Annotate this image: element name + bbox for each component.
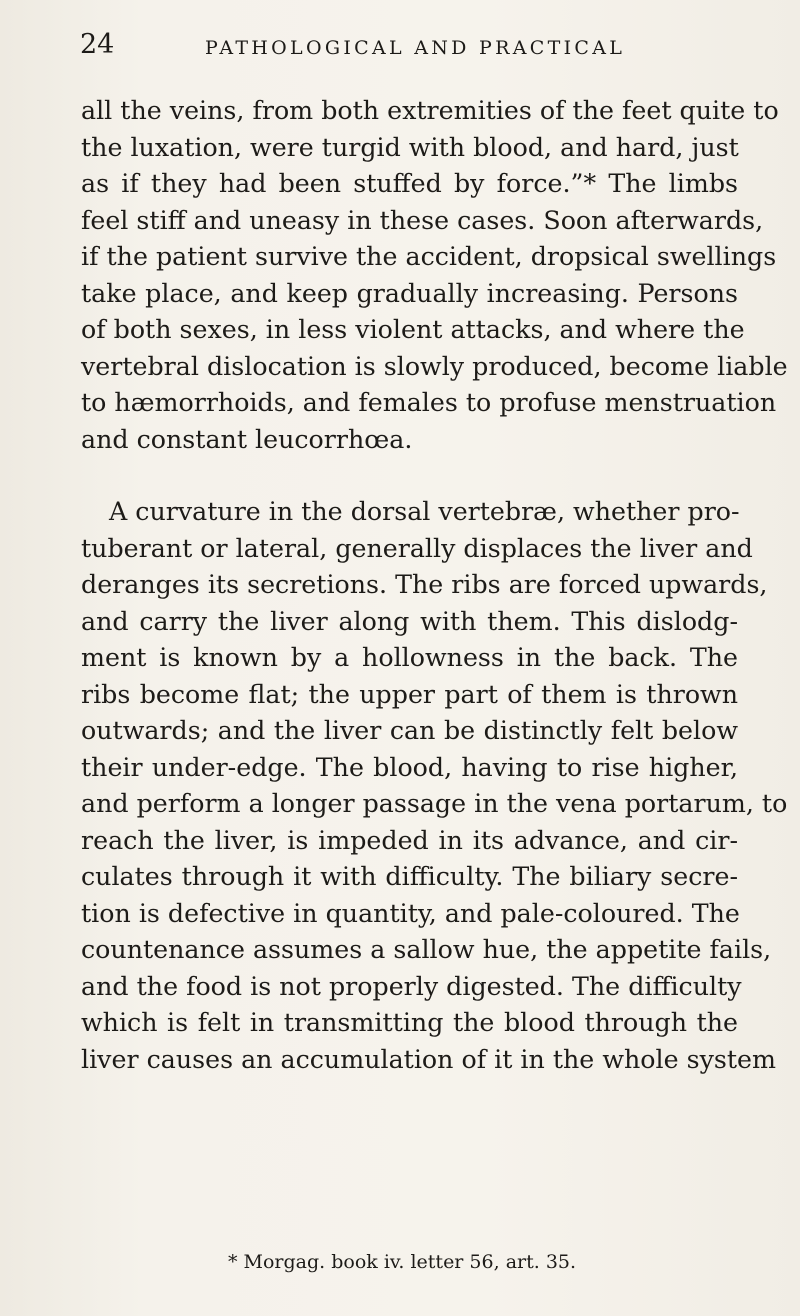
text-line: deranges its secretions. The ribs are forced upwards, bbox=[81, 570, 768, 599]
text-line: A curvature in the dorsal vertebræ, whether pro- bbox=[109, 497, 740, 526]
text-line: liver causes an accumulation of it in the whole system bbox=[81, 1044, 776, 1074]
running-head: PATHOLOGICAL AND PRACTICAL bbox=[205, 37, 626, 59]
page-header bbox=[80, 30, 760, 64]
text-line: all the veins, from both extremities of the feet quite to bbox=[81, 96, 779, 125]
text-line: feel stiff and uneasy in these cases. Soon afterwards, bbox=[81, 205, 764, 235]
text-line: take place, and keep gradually increasing. Persons bbox=[81, 278, 738, 308]
footnote: * Morgag. book iv. letter 56, art. 35. bbox=[228, 1251, 577, 1273]
text-line: countenance assumes a sallow hue, the appetite fails, bbox=[81, 935, 772, 964]
text-line: and carry the liver along with them. This dislodg- bbox=[81, 606, 738, 636]
text-line: their under-edge. The blood, having to rise higher, bbox=[81, 752, 738, 782]
text-line: the luxation, were turgid with blood, and hard, just bbox=[81, 132, 739, 162]
text-line: and perform a longer passage in the vena portarum, to bbox=[81, 789, 788, 818]
text-line: reach the liver, is impeded in its advance, and cir- bbox=[81, 825, 738, 855]
text-line: which is felt in transmitting the blood through the bbox=[81, 1008, 738, 1037]
text-line: of both sexes, in less violent attacks, and where the bbox=[81, 315, 745, 344]
text-line: vertebral dislocation is slowly produced, become liable bbox=[81, 351, 788, 381]
paragraph-spacer bbox=[81, 458, 738, 494]
text-line: ment is known by a hollowness in the back. The bbox=[81, 643, 738, 672]
text-line: to hæmorrhoids, and females to profuse menstruation bbox=[81, 388, 777, 417]
paragraph-2 bbox=[81, 494, 788, 1078]
text-line: culates through it with difficulty. The biliary secre- bbox=[81, 862, 738, 891]
paragraph-1 bbox=[81, 93, 788, 458]
page-number: 24 bbox=[80, 29, 115, 60]
text-line: if the patient survive the accident, dropsical swellings bbox=[81, 242, 777, 271]
body-text bbox=[81, 93, 788, 1078]
text-line: outwards; and the liver can be distinctly felt below bbox=[81, 716, 738, 745]
text-line: as if they had been stuffed by force.”* The limbs bbox=[81, 169, 738, 198]
text-line: tion is defective in quantity, and pale-coloured. The bbox=[81, 898, 740, 928]
text-line: and the food is not properly digested. The difficulty bbox=[81, 971, 742, 1001]
text-line: and constant leucorrhœa. bbox=[81, 424, 413, 454]
text-line: ribs become flat; the upper part of them is thrown bbox=[81, 679, 738, 709]
text-line: tuberant or lateral, generally displaces the liver and bbox=[81, 533, 753, 563]
